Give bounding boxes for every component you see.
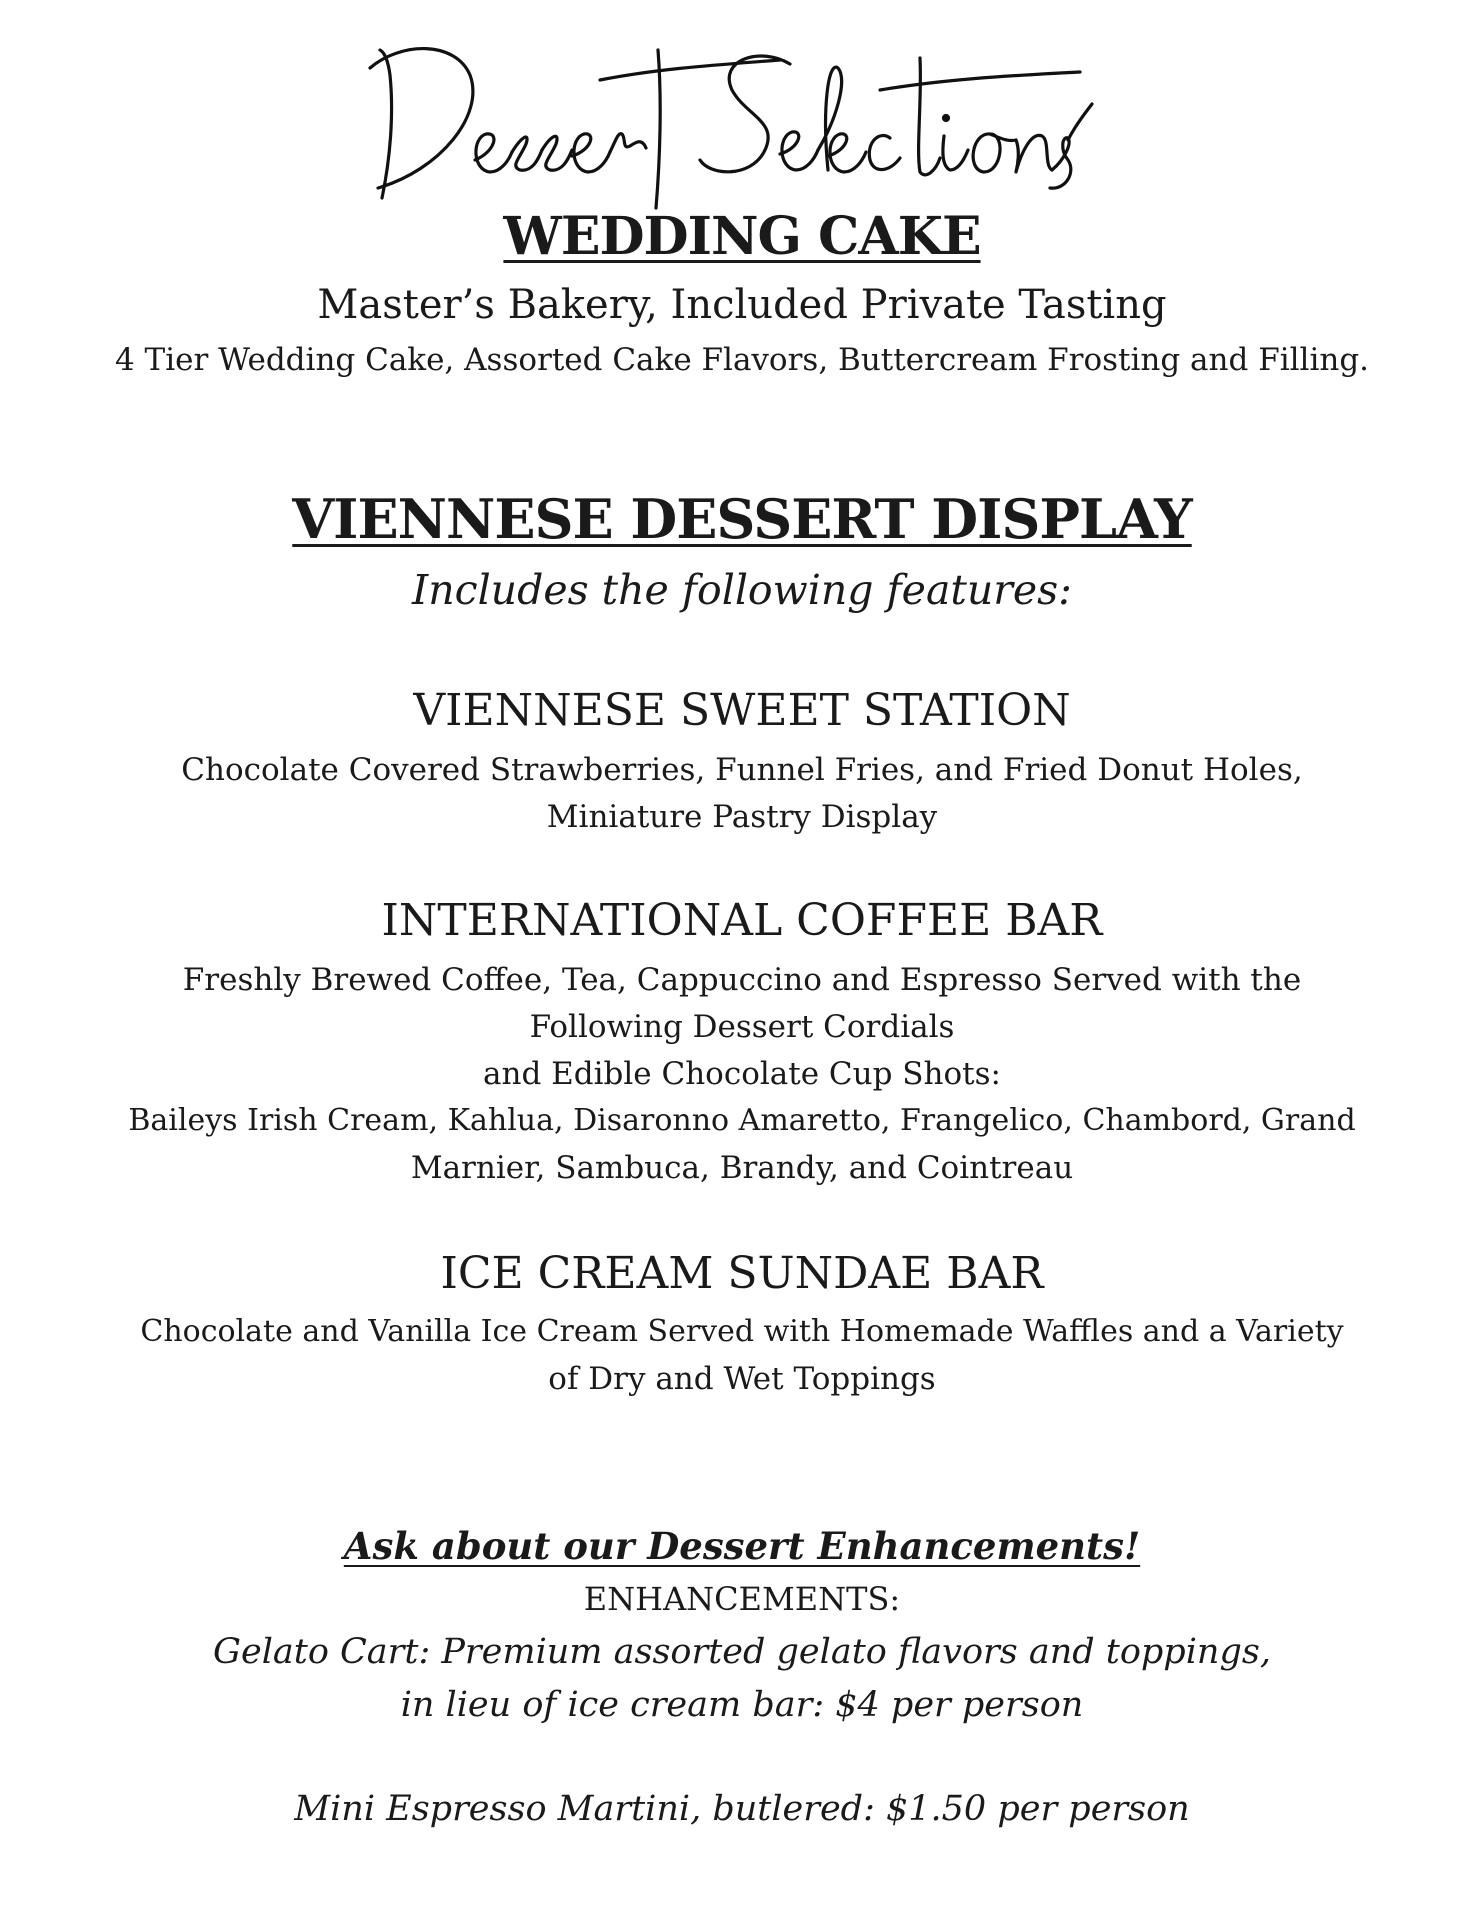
station-line: Marnier, Sambuca, Brandy, and Cointreau (410, 1150, 1074, 1186)
enhancement-gelato-line: in lieu of ice cream bar: $4 per person (400, 1685, 1084, 1725)
enhancements-label: ENHANCEMENTS: (583, 1580, 901, 1618)
station-line: of Dry and Wet Toppings (548, 1361, 936, 1397)
station-name: INTERNATIONAL COFFEE BAR (381, 895, 1103, 946)
viennese-intro: Includes the following features: (412, 566, 1072, 614)
enhancement-martini: Mini Espresso Martini, butlered: $1.50 per person (294, 1789, 1190, 1829)
station-name: ICE CREAM SUNDAE BAR (440, 1248, 1044, 1299)
station-line: Miniature Pastry Display (546, 799, 938, 835)
page-title (360, 20, 1100, 220)
station-line: and Edible Chocolate Cup Shots: (483, 1056, 1001, 1092)
script-title-artwork (360, 20, 1100, 220)
wedding-cake-description: 4 Tier Wedding Cake, Assorted Cake Flavors, Buttercream Frosting and Filling. (114, 342, 1370, 378)
wedding-cake-subheading: Master’s Bakery, Included Private Tasting (317, 282, 1167, 328)
wedding-cake-heading: WEDDING CAKE (503, 206, 981, 267)
enhancement-gelato-line: Gelato Cart: Premium assorted gelato flavors and toppings, (213, 1632, 1271, 1672)
station-line: Freshly Brewed Coffee, Tea, Cappuccino and Espresso Served with the (182, 962, 1302, 998)
enhancements-ask: Ask about our Dessert Enhancements! (343, 1524, 1141, 1568)
viennese-heading: VIENNESE DESSERT DISPLAY (292, 487, 1192, 551)
station-line: Following Dessert Cordials (529, 1009, 955, 1045)
station-line: Chocolate and Vanilla Ice Cream Served with Homemade Waffles and a Variety (140, 1314, 1344, 1349)
station-line: Baileys Irish Cream, Kahlua, Disaronno Amaretto, Frangelico, Chambord, Grand (128, 1103, 1356, 1138)
station-name: VIENNESE SWEET STATION (413, 685, 1071, 736)
station-line: Chocolate Covered Strawberries, Funnel Fries, and Fried Donut Holes, (181, 752, 1303, 788)
